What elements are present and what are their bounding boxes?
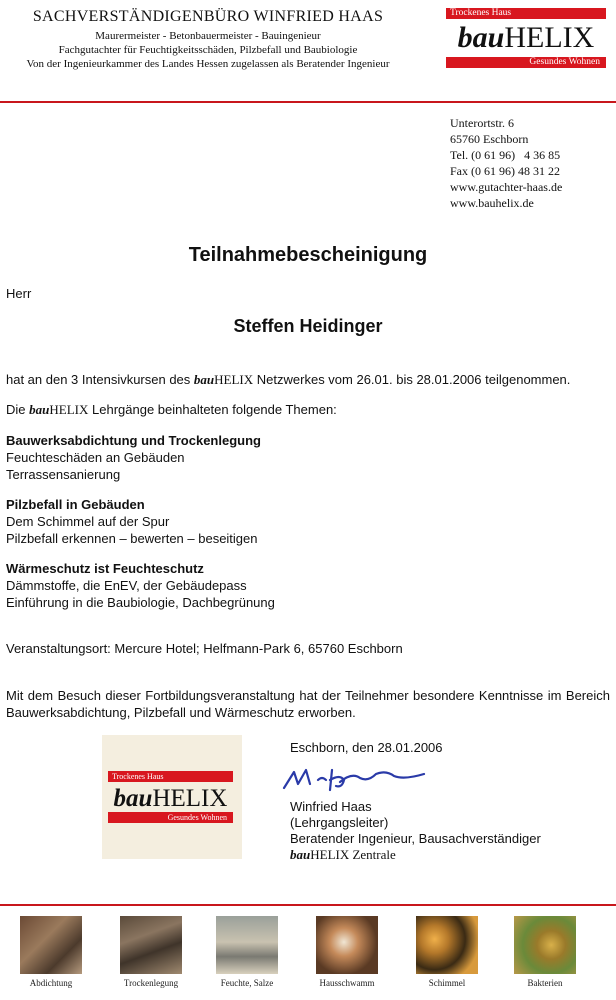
topic-heading: Pilzbefall in Gebäuden [6,497,145,512]
attendance-statement [6,371,610,388]
topic-item: Pilzbefall erkennen – bewerten – beseitigen [6,531,258,546]
place-and-date: Eschborn, den 28.01.2006 [290,740,443,755]
signer-role-1: (Lehrgangsleiter) [290,815,389,830]
photo-abdichtung [20,916,82,974]
topic-2 [6,496,610,547]
closing-statement: Mit dem Besuch dieser Fortbildungsveranstaltung hat der Teilnehmer besondere Kenntnisse im Bereich Bauwerksabdichtung, Pilzbefall und Wärmeschutz erworben. [6,688,610,720]
topic-heading: Wärmeschutz ist Feuchteschutz [6,561,204,576]
topic-item: Feuchteschäden an Gebäuden [6,450,185,465]
caption-abdichtung: Abdichtung [29,978,73,988]
photo-feuchte-salze [216,916,278,974]
topic-item: Dämmstoffe, die EnEV, der Gebäudepass [6,578,247,593]
office-subtitle-2: Fachgutachter für Feuchtigkeitsschäden, Pilzbefall und Baubiologie [58,44,358,56]
handwritten-signature [280,762,430,796]
brand-bold: bau [193,372,215,387]
logo-wordmark [446,22,606,54]
signer-org-rest: HELIX Zentrale [310,847,396,862]
stamp-top-band: Trockenes Haus [108,771,233,782]
venue-line: Veranstaltungsort: Mercure Hotel; Helfmann-Park 6, 65760 Eschborn [6,641,403,656]
signature-lines [290,799,541,863]
bauhelix-logo [446,8,606,68]
header-divider [0,101,616,103]
brand-rest-2: HELIX [49,402,89,417]
brand-bold-2: bau [29,402,50,417]
address-street: Unterortstr. 6 [450,116,514,130]
stamp-wordmark [108,783,233,815]
photo-hausschwamm [316,916,378,974]
signer-org-bold: bau [290,847,311,862]
logo-word-rest: HELIX [504,21,595,54]
signer-org [290,847,541,863]
topics-intro-pre: Die [6,402,26,417]
stamp-word-rest: HELIX [152,785,228,812]
caption-hausschwamm: Hausschwamm [319,978,375,988]
stamp-word-bold: bau [113,785,153,812]
logo-word-bold: bau [457,21,505,54]
address-web-1: www.gutachter-haas.de [450,180,563,194]
caption-trockenlegung: Trockenlegung [123,978,179,988]
topic-item: Terrassensanierung [6,467,121,482]
photo-trockenlegung [120,916,182,974]
topics-intro [6,401,610,418]
statement-post: Netzwerkes vom 26.01. bis 28.01.2006 teilgenommen. [256,372,571,387]
logo-bottom-band: Gesundes Wohnen [446,57,606,68]
photo-schimmel [416,916,478,974]
office-name: SACHVERSTÄNDIGENBÜRO WINFRIED HAAS [32,8,384,25]
address-block [450,115,562,211]
office-subtitle-1: Maurermeister - Betonbauermeister - Bauingenieur [95,30,321,42]
topic-3 [6,560,610,611]
brand-inline [194,372,253,387]
photo-bakterien [514,916,576,974]
topic-heading: Bauwerksabdichtung und Trockenlegung [6,433,261,448]
topic-item: Dem Schimmel auf der Spur [6,514,170,529]
certificate-title: Teilnahmebescheinigung [188,244,428,266]
caption-schimmel: Schimmel [428,978,466,988]
stamp-bottom-band: Gesundes Wohnen [108,812,233,823]
signer-role-2: Beratender Ingenieur, Bausachverständiger [290,831,541,846]
office-subtitle-3: Von der Ingenieurkammer des Landes Hessen zugelassen als Beratender Ingenieur [26,58,390,70]
caption-bakterien: Bakterien [527,978,563,988]
topics-intro-post: Lehrgänge beinhalteten folgende Themen: [92,402,337,417]
brand-rest: HELIX [214,372,254,387]
address-tel: Tel. (0 61 96) 4 36 85 [450,148,561,162]
signer-name: Winfried Haas [290,799,372,814]
footer-divider [0,904,616,906]
salutation: Herr [6,286,32,301]
address-web-2: www.bauhelix.de [450,196,534,210]
topic-item: Einführung in die Baubiologie, Dachbegrünung [6,595,275,610]
logo-top-band: Trockenes Haus [446,8,606,19]
address-fax: Fax (0 61 96) 48 31 22 [450,164,560,178]
address-city: 65760 Eschborn [450,132,529,146]
stamp-logo [108,771,233,823]
statement-pre: hat an den 3 Intensivkursen des [6,372,191,387]
topic-1 [6,432,610,483]
brand-inline-2 [29,402,88,417]
participant-name: Steffen Heidinger [233,316,383,336]
caption-feuchte-salze: Feuchte, Salze [220,978,274,988]
